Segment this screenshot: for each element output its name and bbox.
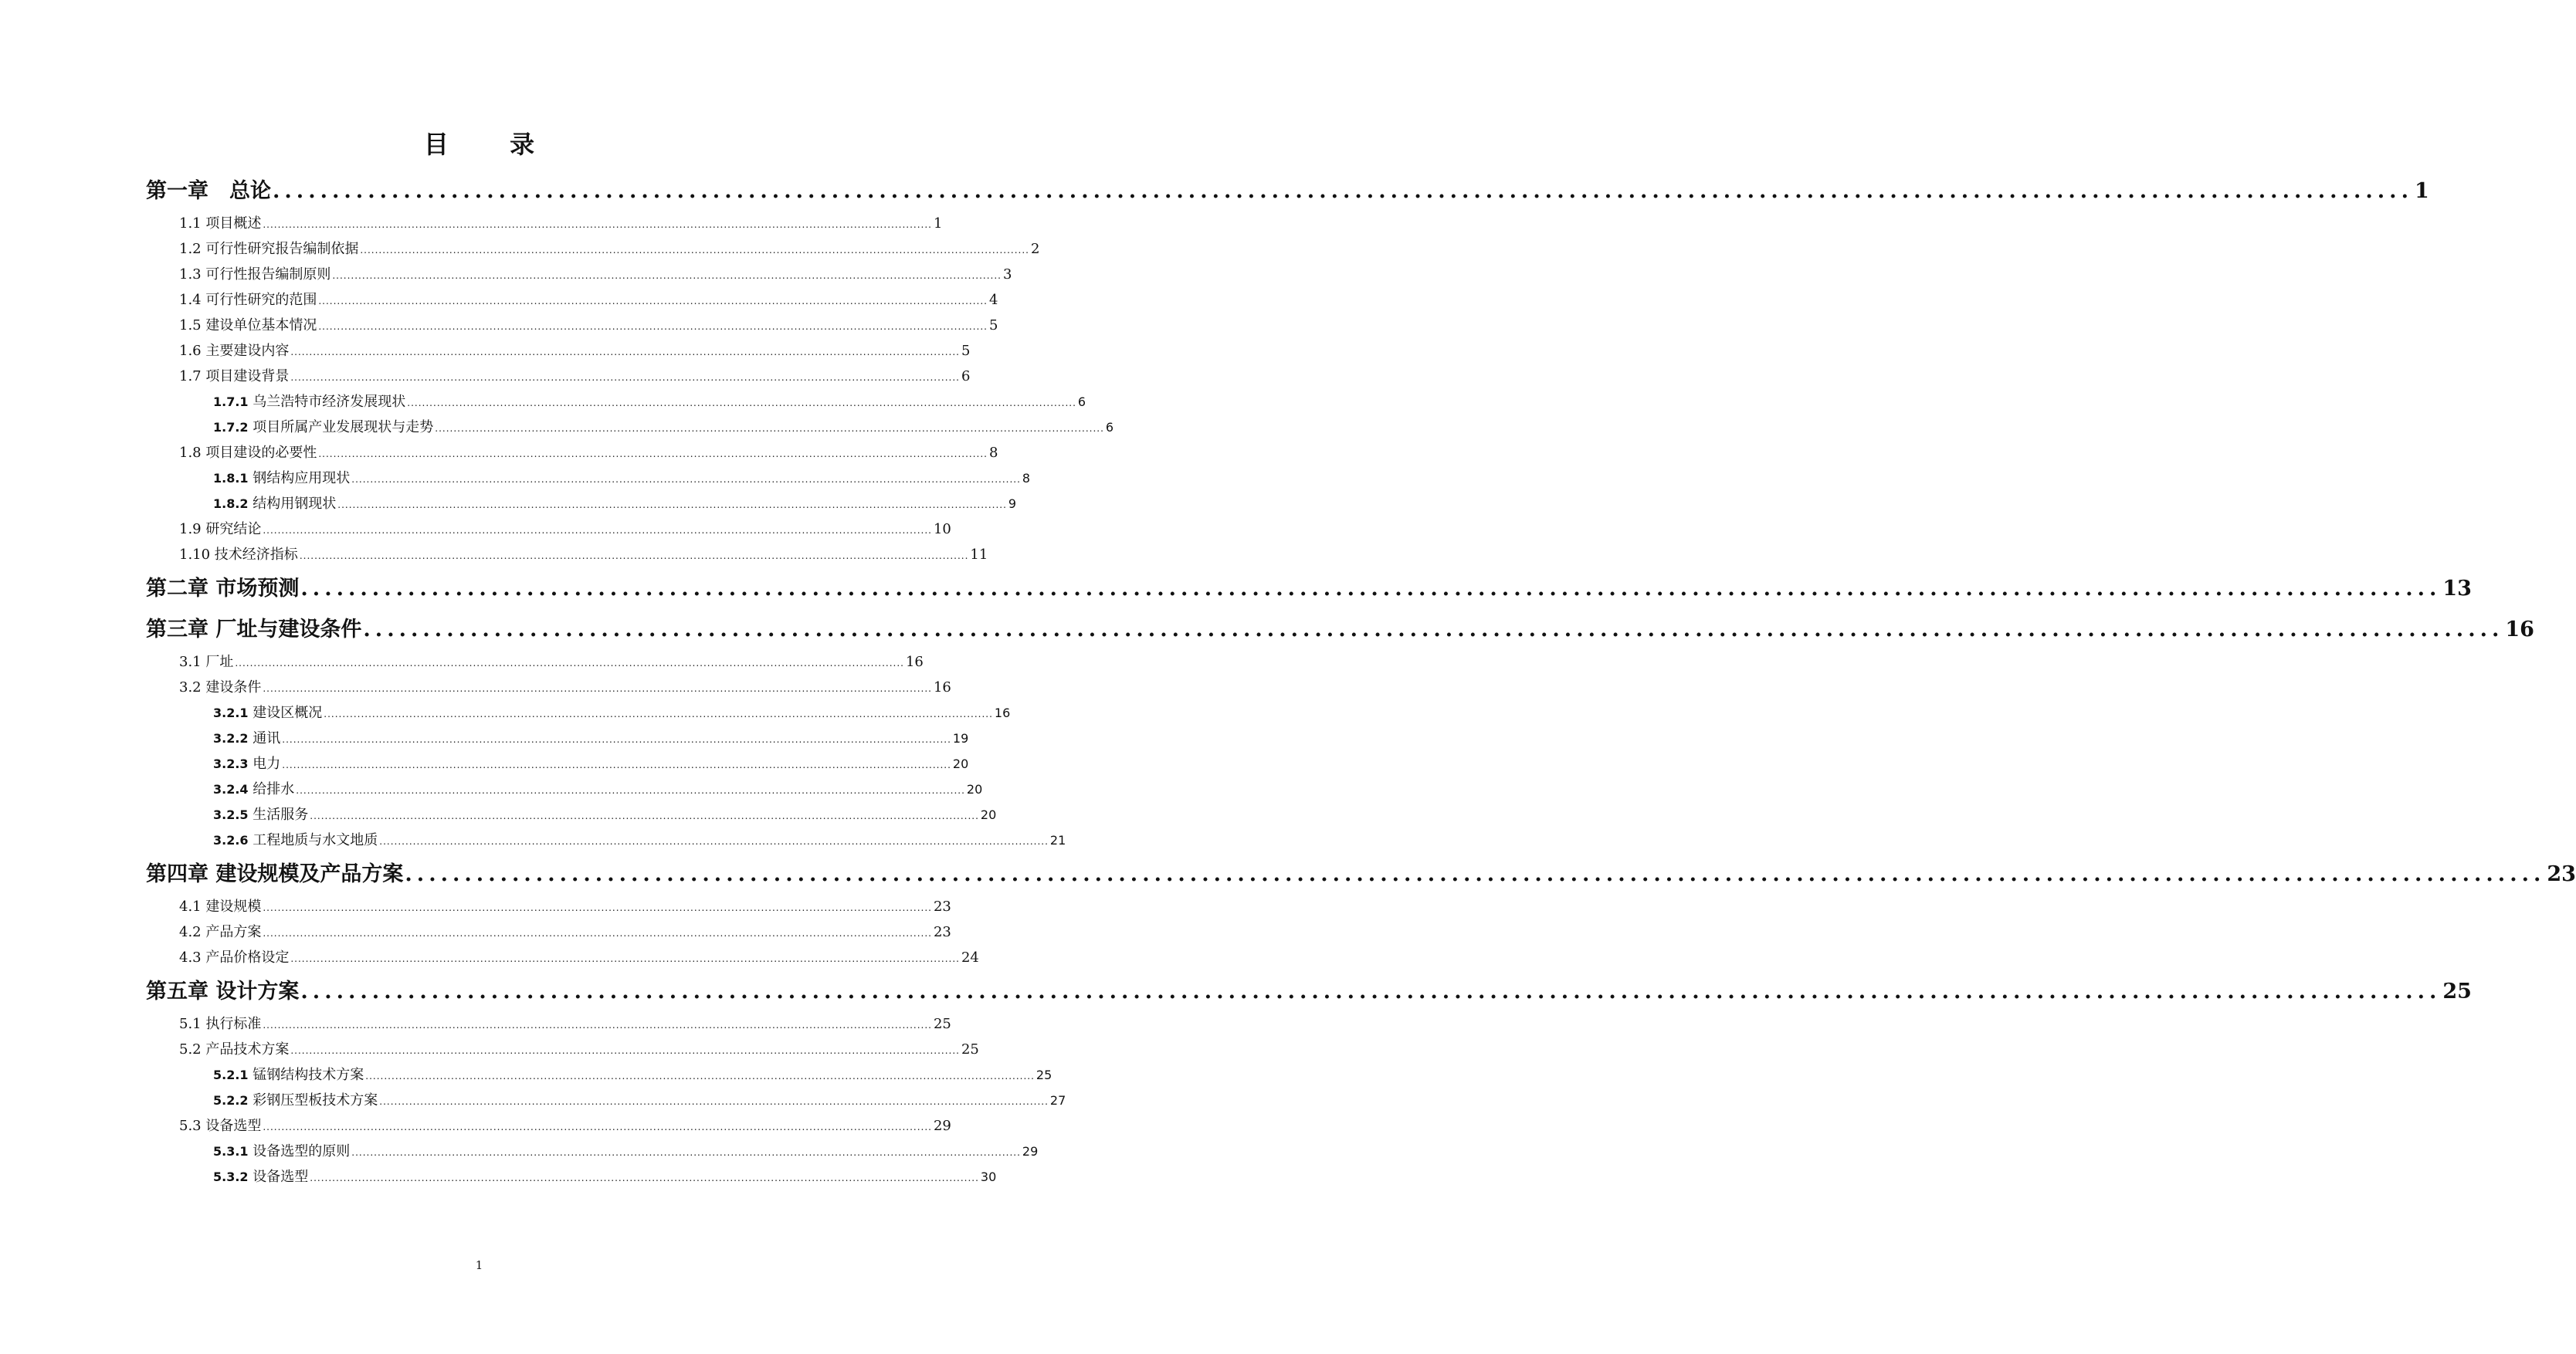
toc-subsection-entry[interactable] <box>146 1164 997 1190</box>
toc-dot-leader: .................................................................................................................................................................................... <box>290 372 960 383</box>
toc-section-entry[interactable] <box>146 364 971 389</box>
toc-page-number: 8 <box>988 445 998 461</box>
toc-page-number: 25 <box>961 1041 979 1058</box>
toc-dot-leader: .................................................................................................................................................................................... <box>379 836 1049 847</box>
toc-chapter-entry[interactable] <box>146 977 2472 1011</box>
toc-dot-leader: .................................................................................................................................................................................... <box>351 1147 1021 1158</box>
toc-entry-number: 5.3.1 <box>213 1144 249 1159</box>
toc-dot-leader: .................................................................................................................................................................................... <box>360 245 1029 256</box>
toc-page-number: 25 <box>1035 1068 1052 1082</box>
toc-entry-number: 3.2.5 <box>213 807 249 822</box>
toc-entry-label: 第一章 总论 <box>146 179 271 203</box>
toc-entry-number: 1.8.1 <box>213 471 249 486</box>
toc-subsection-entry[interactable] <box>146 700 1011 726</box>
toc-chapter-entry[interactable] <box>146 176 2429 211</box>
toc-page-number: 6 <box>1077 394 1086 409</box>
toc-subsection-entry[interactable] <box>146 1062 1052 1088</box>
toc-page-number: 23 <box>2547 862 2576 886</box>
toc-dot-leader: .................................................................................................................................................................................... <box>435 423 1104 434</box>
toc-dot-leader: .................................................................................................................................................................................... <box>290 347 960 357</box>
toc-subsection-entry[interactable] <box>146 491 1017 516</box>
toc-entry-text: 电力 <box>253 756 281 772</box>
toc-dot-leader: .................................................................................................................................................................................... <box>318 296 988 306</box>
toc-dot-leader: .................................................................................................................................................................................... <box>263 1020 932 1031</box>
toc-dot-leader: .................................................................................................................................................................................... <box>263 902 932 913</box>
toc-page-number: 1 <box>2414 179 2429 203</box>
toc-entry-label <box>213 491 336 516</box>
toc-dot-leader: .................................................................................................................................................................................... <box>299 550 969 561</box>
toc-section-entry[interactable] <box>146 894 951 919</box>
toc-section-entry[interactable] <box>146 287 998 313</box>
toc-entry-number: 3.2.2 <box>213 731 249 746</box>
toc-page-number: 16 <box>933 679 951 696</box>
toc-entry-label: 1.5 建设单位基本情况 <box>179 317 317 333</box>
toc-page-number: 20 <box>952 757 969 771</box>
toc-page-number: 29 <box>1022 1144 1039 1159</box>
toc-entry-label: 3.2 建设条件 <box>179 679 262 696</box>
toc-dot-leader: .................................................................................................................................................................................... <box>310 811 979 821</box>
toc-entry-text: 彩钢压型板技术方案 <box>253 1092 378 1109</box>
toc-page-number: 4 <box>988 292 998 308</box>
toc-entry-label <box>213 1164 308 1190</box>
toc-dot-leader: .................................................................................................................................................................................... <box>324 709 993 719</box>
toc-entry-label: 1.7 项目建设背景 <box>179 368 290 384</box>
toc-entry-text: 钢结构应用现状 <box>253 470 351 486</box>
toc-section-entry[interactable] <box>146 338 971 364</box>
toc-dot-leader: .................................................................................................................................................................................... <box>318 321 988 332</box>
toc-dot-leader: .................................................................................................................................................................................... <box>273 179 2413 203</box>
toc-entry-label: 第三章 厂址与建设条件 <box>146 618 362 641</box>
toc-page-number: 24 <box>961 949 979 966</box>
toc-section-entry[interactable] <box>146 1037 979 1062</box>
toc-page-number: 11 <box>970 547 988 563</box>
toc-entry-label <box>213 751 280 777</box>
toc-dot-leader: .................................................................................................................................................................................... <box>300 980 2442 1004</box>
toc-entry-number: 5.3.2 <box>213 1170 249 1184</box>
toc-page-number: 13 <box>2442 577 2472 601</box>
toc-dot-leader: .................................................................................................................................................................................... <box>300 577 2442 601</box>
toc-entry-label: 5.1 执行标准 <box>179 1016 262 1032</box>
toc-dot-leader: .................................................................................................................................................................................... <box>282 760 951 770</box>
toc-entry-label: 第二章 市场预测 <box>146 577 300 601</box>
toc-page-number: 6 <box>961 368 971 384</box>
toc-section-entry[interactable] <box>146 440 998 465</box>
toc-entry-number: 5.2.1 <box>213 1068 249 1082</box>
toc-page-number: 9 <box>1008 496 1017 511</box>
toc-dot-leader: .................................................................................................................................................................................... <box>290 1045 960 1056</box>
toc-page-number: 8 <box>1022 471 1031 486</box>
toc-subsection-entry[interactable] <box>146 389 1086 415</box>
toc-entry-label <box>213 1088 378 1113</box>
toc-entry-label: 5.2 产品技术方案 <box>179 1041 290 1058</box>
toc-section-entry[interactable] <box>146 516 951 542</box>
toc-page-number: 30 <box>980 1170 997 1184</box>
toc-entry-text: 项目所属产业发展现状与走势 <box>253 419 434 435</box>
toc-subsection-entry[interactable] <box>146 465 1031 491</box>
toc-page-number: 3 <box>1002 266 1012 283</box>
toc-subsection-entry[interactable] <box>146 751 969 777</box>
toc-entry-text: 结构用钢现状 <box>253 496 337 512</box>
toc-subsection-entry[interactable] <box>146 802 997 828</box>
toc-entry-label: 1.1 项目概述 <box>179 215 262 232</box>
toc-entry-label: 1.3 可行性报告编制原则 <box>179 266 331 283</box>
toc-entry-label: 第四章 建设规模及产品方案 <box>146 862 404 886</box>
toc-dot-leader: .................................................................................................................................................................................... <box>407 398 1076 408</box>
toc-entry-label <box>213 777 294 802</box>
toc-entry-label <box>213 389 405 415</box>
toc-dot-leader: .................................................................................................................................................................................... <box>337 499 1007 510</box>
toc-page-number: 2 <box>1030 241 1040 257</box>
toc-entry-label <box>213 700 322 726</box>
toc-dot-leader: .................................................................................................................................................................................... <box>310 1173 979 1183</box>
toc-entry-label: 1.6 主要建设内容 <box>179 343 290 359</box>
toc-entry-label <box>213 1062 364 1088</box>
toc-chapter-entry[interactable] <box>146 574 2472 608</box>
toc-page-number: 5 <box>961 343 971 359</box>
toc-section-entry[interactable] <box>146 1113 951 1139</box>
toc-page-number: 16 <box>994 706 1011 720</box>
toc-section-entry[interactable] <box>146 236 1040 262</box>
toc-entry-number: 5.2.2 <box>213 1093 249 1108</box>
toc-entry-label <box>213 828 378 853</box>
toc-section-entry[interactable] <box>146 262 1012 287</box>
toc-entry-label: 1.2 可行性研究报告编制依据 <box>179 241 359 257</box>
toc-dot-leader: .................................................................................................................................................................................... <box>351 474 1021 485</box>
toc-chapter-entry[interactable] <box>146 614 2534 649</box>
toc-dot-leader: .................................................................................................................................................................................... <box>332 270 1002 281</box>
toc-page-number: 19 <box>952 731 969 746</box>
toc-dot-leader: .................................................................................................................................................................................... <box>263 683 932 694</box>
toc-dot-leader: .................................................................................................................................................................................... <box>296 785 965 796</box>
toc-entry-label: 1.9 研究结论 <box>179 521 262 537</box>
toc-entry-label: 1.8 项目建设的必要性 <box>179 445 317 461</box>
toc-entry-label: 第五章 设计方案 <box>146 980 300 1004</box>
toc-entry-number: 1.7.1 <box>213 394 249 409</box>
toc-dot-leader: .................................................................................................................................................................................... <box>379 1096 1049 1107</box>
toc-entry-label: 3.1 厂址 <box>179 654 234 670</box>
toc-entry-label: 4.3 产品价格设定 <box>179 949 290 966</box>
toc-page-number: 1 <box>933 215 943 232</box>
toc-page-number: 27 <box>1049 1093 1066 1108</box>
toc-dot-leader: .................................................................................................................................................................................... <box>263 1122 932 1132</box>
toc-section-entry[interactable] <box>146 1011 951 1037</box>
toc-section-entry[interactable] <box>146 542 988 567</box>
toc-dot-leader: .................................................................................................................................................................................... <box>263 525 932 536</box>
toc-entry-text: 设备选型 <box>253 1169 309 1185</box>
toc-entry-text: 工程地质与水文地质 <box>253 832 378 848</box>
toc-entry-text: 设备选型的原则 <box>253 1143 351 1159</box>
toc-page-number: 5 <box>988 317 998 333</box>
toc-entry-number: 1.8.2 <box>213 496 249 511</box>
toc-dot-leader: .................................................................................................................................................................................... <box>263 928 932 939</box>
toc-entry-label <box>213 415 433 440</box>
toc-subsection-entry[interactable] <box>146 777 983 802</box>
toc-entry-text: 生活服务 <box>253 807 309 823</box>
toc-chapter-entry[interactable] <box>146 859 2576 894</box>
toc-entry-text: 建设区概况 <box>253 705 323 721</box>
toc-subsection-entry[interactable] <box>146 726 969 751</box>
toc-entry-number: 3.2.1 <box>213 706 249 720</box>
toc-dot-leader: .................................................................................................................................................................................... <box>235 658 904 669</box>
toc-page-number: 20 <box>980 807 997 822</box>
toc-page-number: 16 <box>2505 618 2534 641</box>
toc-page-number: 6 <box>1105 420 1114 435</box>
toc-entry-text: 通讯 <box>253 730 281 746</box>
page-number: 1 <box>475 1258 483 1272</box>
toc-page-number: 10 <box>933 521 951 537</box>
toc-entry-number: 3.2.3 <box>213 757 249 771</box>
toc-entry-number: 3.2.6 <box>213 833 249 848</box>
table-of-contents <box>146 176 2576 1190</box>
toc-entry-number: 1.7.2 <box>213 420 249 435</box>
toc-page-number: 29 <box>933 1118 951 1134</box>
toc-subsection-entry[interactable] <box>146 828 1066 853</box>
toc-entry-label <box>213 802 308 828</box>
toc-entry-number: 3.2.4 <box>213 782 249 797</box>
toc-dot-leader: .................................................................................................................................................................................... <box>282 734 951 745</box>
toc-entry-text: 锰钢结构技术方案 <box>253 1067 364 1083</box>
toc-subsection-entry[interactable] <box>146 1088 1066 1113</box>
toc-section-entry[interactable] <box>146 945 979 970</box>
toc-page-number: 25 <box>2442 980 2472 1004</box>
toc-dot-leader: .................................................................................................................................................................................... <box>290 953 960 964</box>
toc-page-number: 16 <box>905 654 924 670</box>
toc-entry-label: 1.4 可行性研究的范围 <box>179 292 317 308</box>
toc-section-entry[interactable] <box>146 211 943 236</box>
toc-entry-label: 5.3 设备选型 <box>179 1118 262 1134</box>
toc-entry-label: 4.1 建设规模 <box>179 899 262 915</box>
toc-entry-label: 4.2 产品方案 <box>179 924 262 940</box>
toc-dot-leader: .................................................................................................................................................................................... <box>365 1071 1035 1082</box>
toc-subsection-entry[interactable] <box>146 1139 1039 1164</box>
toc-entry-label <box>213 465 350 491</box>
toc-entry-text: 乌兰浩特市经济发展现状 <box>253 394 406 410</box>
toc-page-number: 20 <box>966 782 983 797</box>
toc-entry-label: 1.10 技术经济指标 <box>179 547 298 563</box>
toc-page-number: 23 <box>933 924 951 940</box>
toc-page-number: 23 <box>933 899 951 915</box>
toc-page-number: 25 <box>933 1016 951 1032</box>
toc-dot-leader: .................................................................................................................................................................................... <box>263 219 932 230</box>
toc-entry-text: 给排水 <box>253 781 295 797</box>
toc-dot-leader: .................................................................................................................................................................................... <box>405 862 2546 886</box>
toc-page-number: 21 <box>1049 833 1066 848</box>
toc-entry-label <box>213 1139 350 1164</box>
toc-entry-label <box>213 726 280 751</box>
toc-subsection-entry[interactable] <box>146 415 1114 440</box>
toc-section-entry[interactable] <box>146 313 998 338</box>
toc-section-entry[interactable] <box>146 649 924 675</box>
toc-dot-leader: .................................................................................................................................................................................... <box>363 618 2504 641</box>
toc-section-entry[interactable] <box>146 675 951 700</box>
toc-dot-leader: .................................................................................................................................................................................... <box>318 449 988 459</box>
toc-section-entry[interactable] <box>146 919 951 945</box>
toc-title: 目 录 <box>423 130 561 159</box>
